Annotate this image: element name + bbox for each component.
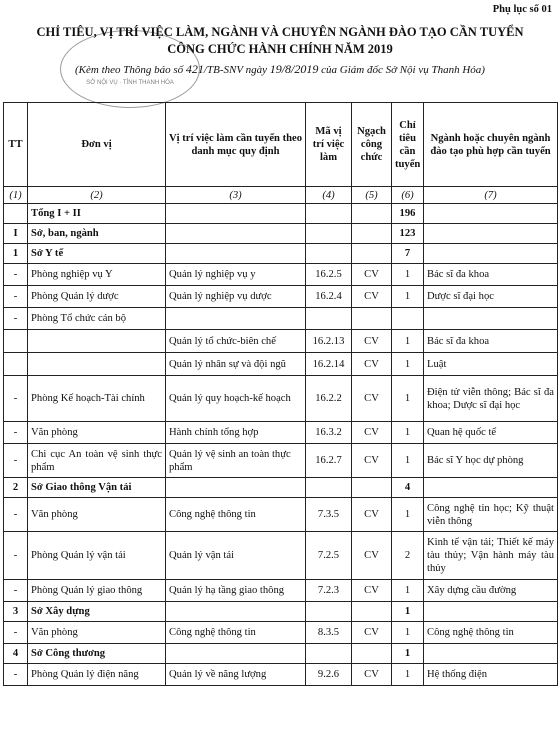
cell-grade: CV bbox=[352, 286, 392, 308]
cell-unit bbox=[28, 353, 166, 376]
cell-tt: 4 bbox=[4, 644, 28, 664]
cell-quota bbox=[392, 308, 424, 330]
col-index: (2) bbox=[28, 187, 166, 204]
cell-major: Bác sĩ Y học dự phòng bbox=[424, 444, 558, 478]
cell-unit: Sở Xây dựng bbox=[28, 602, 166, 622]
table-row bbox=[4, 376, 558, 422]
cell-position bbox=[166, 478, 306, 498]
cell-major: Bác sĩ đa khoa bbox=[424, 264, 558, 286]
doc-date: 19/8/2019 bbox=[269, 62, 319, 76]
cell-position bbox=[166, 602, 306, 622]
cell-major bbox=[424, 308, 558, 330]
cell-tt: I bbox=[4, 224, 28, 244]
cell-grade bbox=[352, 644, 392, 664]
cell-grade bbox=[352, 204, 392, 224]
cell-code: 16.2.2 bbox=[306, 376, 352, 422]
subtitle-prefix: (Kèm theo Thông báo số bbox=[75, 64, 184, 76]
cell-quota: 1 bbox=[392, 580, 424, 602]
cell-quota: 1 bbox=[392, 498, 424, 532]
cell-tt: 3 bbox=[4, 602, 28, 622]
cell-position: Quản lý quy hoạch-kế hoạch bbox=[166, 376, 306, 422]
table-row bbox=[4, 498, 558, 532]
col-header-position: Vị trí việc làm cần tuyển theo danh mục quy định bbox=[166, 103, 306, 187]
cell-position bbox=[166, 204, 306, 224]
cell-unit: Phòng Quản lý dược bbox=[28, 286, 166, 308]
appendix-label: Phụ lục số 01 bbox=[492, 4, 552, 15]
cell-code: 7.2.3 bbox=[306, 580, 352, 602]
cell-position bbox=[166, 308, 306, 330]
col-header-grade: Ngạch công chức bbox=[352, 103, 392, 187]
cell-quota: 1 bbox=[392, 286, 424, 308]
cell-code: 16.3.2 bbox=[306, 422, 352, 444]
cell-grade: CV bbox=[352, 622, 392, 644]
cell-major: Điện tử viễn thông; Bác sĩ đa khoa; Dược sĩ đại học bbox=[424, 376, 558, 422]
cell-code: 16.2.4 bbox=[306, 286, 352, 308]
cell-unit: Phòng Quản lý điện năng bbox=[28, 664, 166, 686]
cell-major: Quan hệ quốc tế bbox=[424, 422, 558, 444]
table-row bbox=[4, 244, 558, 264]
cell-code: 7.2.5 bbox=[306, 532, 352, 580]
cell-position: Quản lý nghiệp vụ dược bbox=[166, 286, 306, 308]
cell-tt: - bbox=[4, 376, 28, 422]
cell-quota: 1 bbox=[392, 622, 424, 644]
cell-position: Quản lý hạ tầng giao thông bbox=[166, 580, 306, 602]
cell-position: Công nghệ thông tin bbox=[166, 498, 306, 532]
cell-tt: 2 bbox=[4, 478, 28, 498]
table-row bbox=[4, 444, 558, 478]
cell-tt: - bbox=[4, 286, 28, 308]
cell-grade: CV bbox=[352, 330, 392, 353]
column-index-row bbox=[4, 187, 558, 204]
cell-major: Xây dựng cầu đường bbox=[424, 580, 558, 602]
col-index: (4) bbox=[306, 187, 352, 204]
cell-grade: CV bbox=[352, 498, 392, 532]
cell-grade: CV bbox=[352, 444, 392, 478]
cell-code bbox=[306, 224, 352, 244]
col-index: (5) bbox=[352, 187, 392, 204]
cell-unit: Tổng I + II bbox=[28, 204, 166, 224]
cell-position bbox=[166, 224, 306, 244]
cell-quota: 123 bbox=[392, 224, 424, 244]
table-row bbox=[4, 264, 558, 286]
cell-grade bbox=[352, 244, 392, 264]
official-stamp: SỞ NỘI VỤ · TỈNH THANH HÓA bbox=[60, 30, 200, 108]
cell-grade: CV bbox=[352, 580, 392, 602]
cell-position: Quản lý về năng lượng bbox=[166, 664, 306, 686]
cell-position: Quản lý vận tải bbox=[166, 532, 306, 580]
table-row bbox=[4, 478, 558, 498]
cell-unit: Sở Giao thông Vận tải bbox=[28, 478, 166, 498]
cell-tt: - bbox=[4, 580, 28, 602]
cell-tt bbox=[4, 204, 28, 224]
cell-major: Bác sĩ đa khoa bbox=[424, 330, 558, 353]
cell-position: Quản lý nghiệp vụ y bbox=[166, 264, 306, 286]
cell-grade: CV bbox=[352, 664, 392, 686]
cell-major bbox=[424, 204, 558, 224]
subtitle-suffix: của Giám đốc Sở Nội vụ Thanh Hóa) bbox=[321, 64, 485, 76]
cell-unit: Chi cục An toàn vệ sinh thực phẩm bbox=[28, 444, 166, 478]
cell-unit: Phòng nghiệp vụ Y bbox=[28, 264, 166, 286]
cell-position: Quản lý vệ sinh an toàn thực phẩm bbox=[166, 444, 306, 478]
cell-unit: Phòng Quản lý vận tải bbox=[28, 532, 166, 580]
cell-unit: Sở Y tế bbox=[28, 244, 166, 264]
cell-code: 16.2.13 bbox=[306, 330, 352, 353]
cell-tt: - bbox=[4, 498, 28, 532]
cell-major: Hệ thống điện bbox=[424, 664, 558, 686]
cell-major: Công nghệ tin học; Kỹ thuật viễn thông bbox=[424, 498, 558, 532]
table-row bbox=[4, 224, 558, 244]
col-header-unit: Đơn vị bbox=[28, 103, 166, 187]
cell-quota: 1 bbox=[392, 664, 424, 686]
cell-tt: - bbox=[4, 532, 28, 580]
table-row bbox=[4, 532, 558, 580]
cell-quota: 196 bbox=[392, 204, 424, 224]
cell-grade: CV bbox=[352, 353, 392, 376]
col-index: (6) bbox=[392, 187, 424, 204]
cell-grade bbox=[352, 478, 392, 498]
cell-code bbox=[306, 308, 352, 330]
cell-code: 16.2.14 bbox=[306, 353, 352, 376]
cell-position: Hành chính tổng hợp bbox=[166, 422, 306, 444]
table-row bbox=[4, 644, 558, 664]
table-row bbox=[4, 664, 558, 686]
cell-grade: CV bbox=[352, 264, 392, 286]
table-row bbox=[4, 622, 558, 644]
doc-number: 421 bbox=[185, 62, 204, 76]
table-row bbox=[4, 422, 558, 444]
col-header-code: Mã vị trí việc làm bbox=[306, 103, 352, 187]
cell-major: Luật bbox=[424, 353, 558, 376]
cell-code bbox=[306, 602, 352, 622]
cell-code: 16.2.7 bbox=[306, 444, 352, 478]
table-header-row bbox=[4, 103, 558, 187]
cell-code: 7.3.5 bbox=[306, 498, 352, 532]
cell-position: Quản lý nhân sự và đội ngũ bbox=[166, 353, 306, 376]
table-row bbox=[4, 204, 558, 224]
cell-grade: CV bbox=[352, 422, 392, 444]
cell-position: Quản lý tổ chức-biên chế bbox=[166, 330, 306, 353]
cell-unit: Phòng Quản lý giao thông bbox=[28, 580, 166, 602]
document-subtitle bbox=[0, 62, 560, 77]
col-index: (3) bbox=[166, 187, 306, 204]
cell-major bbox=[424, 478, 558, 498]
cell-major: Công nghệ thông tin bbox=[424, 622, 558, 644]
cell-tt bbox=[4, 330, 28, 353]
cell-code: 8.3.5 bbox=[306, 622, 352, 644]
cell-unit: Sở Công thương bbox=[28, 644, 166, 664]
cell-tt: - bbox=[4, 444, 28, 478]
cell-tt: - bbox=[4, 422, 28, 444]
cell-quota: 1 bbox=[392, 444, 424, 478]
cell-quota: 1 bbox=[392, 330, 424, 353]
cell-position: Công nghệ thông tin bbox=[166, 622, 306, 644]
cell-tt: - bbox=[4, 264, 28, 286]
cell-unit: Sở, ban, ngành bbox=[28, 224, 166, 244]
cell-unit bbox=[28, 330, 166, 353]
cell-code bbox=[306, 644, 352, 664]
table-row bbox=[4, 286, 558, 308]
cell-quota: 1 bbox=[392, 264, 424, 286]
cell-tt bbox=[4, 353, 28, 376]
cell-major: Kinh tế vận tải; Thiết kế máy tàu thủy; Vận hành máy tàu thủy bbox=[424, 532, 558, 580]
table-row bbox=[4, 308, 558, 330]
recruitment-table bbox=[3, 102, 558, 686]
cell-major bbox=[424, 644, 558, 664]
cell-code: 9.2.6 bbox=[306, 664, 352, 686]
subtitle-mid: /TB-SNV ngày bbox=[203, 64, 267, 76]
cell-major bbox=[424, 602, 558, 622]
cell-position bbox=[166, 644, 306, 664]
cell-unit: Văn phòng bbox=[28, 422, 166, 444]
col-header-quota: Chỉ tiêu cần tuyển bbox=[392, 103, 424, 187]
cell-major bbox=[424, 244, 558, 264]
cell-code bbox=[306, 204, 352, 224]
table-row bbox=[4, 353, 558, 376]
cell-tt: - bbox=[4, 622, 28, 644]
cell-major: Dược sĩ đại học bbox=[424, 286, 558, 308]
document-title-line1: CHỈ TIÊU, VỊ TRÍ VIỆC LÀM, NGÀNH VÀ CHUYÊN NGÀNH ĐÀO TẠO CẦN TUYỂN bbox=[36, 25, 524, 39]
cell-grade bbox=[352, 308, 392, 330]
table-row bbox=[4, 602, 558, 622]
cell-grade: CV bbox=[352, 532, 392, 580]
cell-quota: 1 bbox=[392, 353, 424, 376]
cell-tt: - bbox=[4, 308, 28, 330]
cell-tt: - bbox=[4, 664, 28, 686]
cell-quota: 7 bbox=[392, 244, 424, 264]
cell-quota: 4 bbox=[392, 478, 424, 498]
cell-code bbox=[306, 478, 352, 498]
cell-major bbox=[424, 224, 558, 244]
cell-unit: Phòng Kế hoạch-Tài chính bbox=[28, 376, 166, 422]
col-header-tt: TT bbox=[4, 103, 28, 187]
cell-quota: 1 bbox=[392, 644, 424, 664]
cell-grade bbox=[352, 602, 392, 622]
cell-quota: 1 bbox=[392, 376, 424, 422]
cell-unit: Phòng Tổ chức cán bộ bbox=[28, 308, 166, 330]
cell-quota: 2 bbox=[392, 532, 424, 580]
table-row bbox=[4, 580, 558, 602]
cell-code bbox=[306, 244, 352, 264]
cell-quota: 1 bbox=[392, 602, 424, 622]
document-title-line2: CÔNG CHỨC HÀNH CHÍNH NĂM 2019 bbox=[167, 42, 393, 56]
cell-quota: 1 bbox=[392, 422, 424, 444]
col-index: (7) bbox=[424, 187, 558, 204]
cell-tt: 1 bbox=[4, 244, 28, 264]
cell-code: 16.2.5 bbox=[306, 264, 352, 286]
col-header-major: Ngành hoặc chuyên ngành đào tạo phù hợp cần tuyển bbox=[424, 103, 558, 187]
cell-grade: CV bbox=[352, 376, 392, 422]
cell-position bbox=[166, 244, 306, 264]
cell-grade bbox=[352, 224, 392, 244]
cell-unit: Văn phòng bbox=[28, 498, 166, 532]
table-row bbox=[4, 330, 558, 353]
cell-unit: Văn phòng bbox=[28, 622, 166, 644]
col-index: (1) bbox=[4, 187, 28, 204]
